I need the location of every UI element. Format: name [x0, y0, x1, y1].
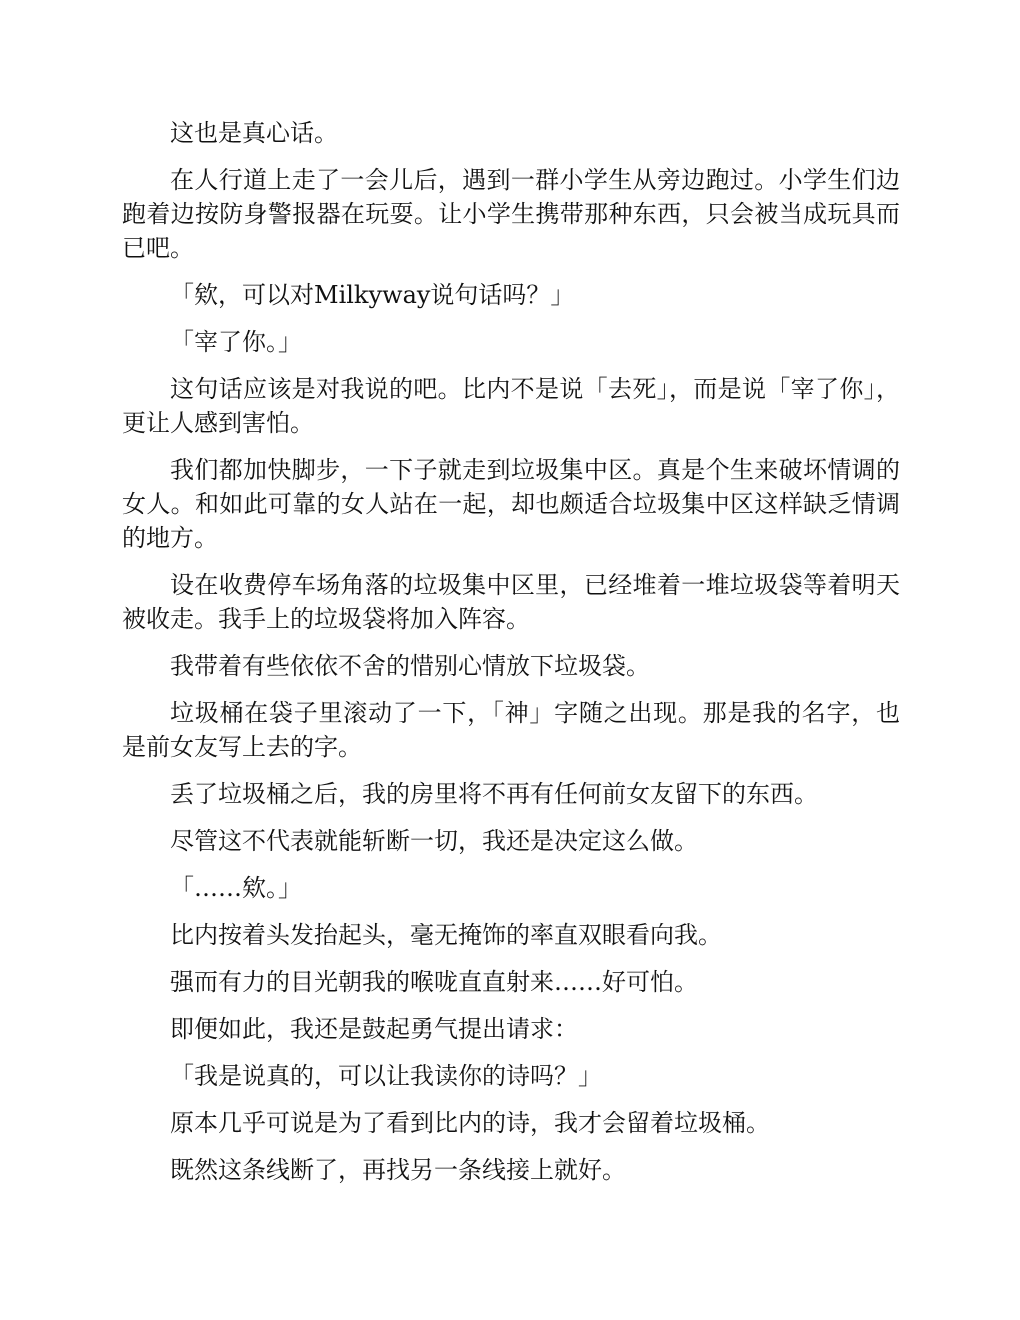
paragraph: 「……欸。」 — [170, 874, 302, 902]
paragraph: 既然这条线断了，再找另一条线接上就好。 — [170, 1156, 626, 1184]
paragraph: 即便如此，我还是鼓起勇气提出请求： — [170, 1015, 578, 1043]
paragraph: 设在收费停车场角落的垃圾集中区里，已经堆着一堆垃圾袋等着明天被收走。我手上的垃圾袋将加入阵容。 — [122, 571, 900, 633]
paragraph: 这也是真心话。 — [170, 119, 338, 147]
paragraph: 我带着有些依依不舍的惜别心情放下垃圾袋。 — [170, 652, 650, 680]
paragraph: 「宰了你。」 — [170, 328, 302, 356]
paragraph: 垃圾桶在袋子里滚动了一下，「神」字随之出现。那是我的名字，也是前女友写上去的字。 — [122, 699, 900, 761]
paragraph: 在人行道上走了一会儿后，遇到一群小学生从旁边跑过。小学生们边跑着边按防身警报器在玩耍。让小学生携带那种东西，只会被当成玩具而已吧。 — [122, 166, 900, 262]
paragraph: 比内按着头发抬起头，毫无掩饰的率直双眼看向我。 — [170, 921, 722, 949]
paragraph: 这句话应该是对我说的吧。比内不是说「去死」，而是说「宰了你」，更让人感到害怕。 — [122, 375, 900, 437]
paragraph: 强而有力的目光朝我的喉咙直直射来……好可怕。 — [170, 968, 698, 996]
paragraph: 我们都加快脚步，一下子就走到垃圾集中区。真是个生来破坏情调的女人。和如此可靠的女人站在一起，却也颇适合垃圾集中区这样缺乏情调的地方。 — [122, 456, 900, 552]
paragraph: 丢了垃圾桶之后，我的房里将不再有任何前女友留下的东西。 — [170, 780, 818, 808]
paragraph: 尽管这不代表就能斩断一切，我还是决定这么做。 — [170, 827, 698, 855]
paragraph: 「我是说真的，可以让我读你的诗吗？」 — [170, 1062, 602, 1090]
body-text — [122, 116, 900, 1200]
paragraph: 「欸，可以对Milkyway说句话吗？」 — [170, 281, 575, 309]
paragraph: 原本几乎可说是为了看到比内的诗，我才会留着垃圾桶。 — [170, 1109, 770, 1137]
